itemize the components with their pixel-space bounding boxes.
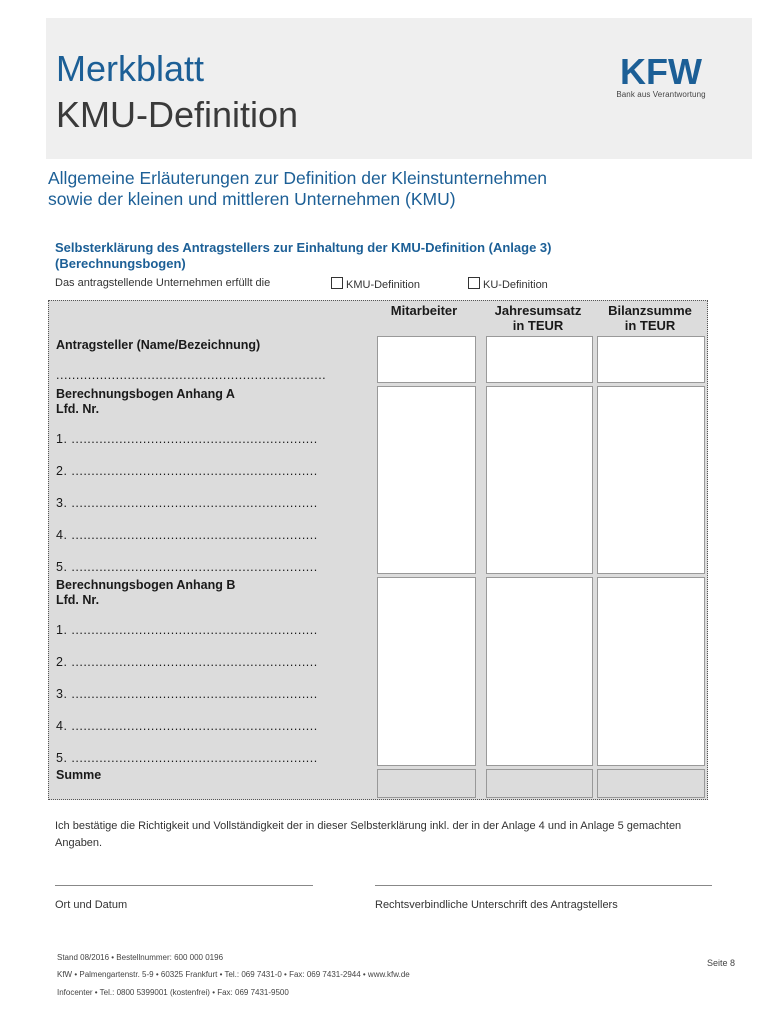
anhang-a-row-1[interactable]: 1. .............................................................. xyxy=(56,432,318,446)
document-subtitle: Allgemeine Erläuterungen zur Definition der Kleinstunternehmen sowie der kleinen und mittleren Unternehmen (KMU) xyxy=(48,168,548,209)
signature-label: Rechtsverbindliche Unterschrift des Antragstellers xyxy=(375,899,618,911)
cell-anhang-a-mitarbeiter[interactable] xyxy=(377,386,476,574)
cell-anhang-b-mitarbeiter[interactable] xyxy=(377,577,476,766)
cell-applicant-mitarbeiter[interactable] xyxy=(377,336,476,383)
anhang-b-row-1[interactable]: 1. .............................................................. xyxy=(56,623,318,637)
footer-line-1: Stand 08/2016 • Bestellnummer: 600 000 0196 xyxy=(57,953,224,962)
sum-label: Summe xyxy=(56,768,102,782)
anhang-b-row-2[interactable]: 2. .............................................................. xyxy=(56,655,318,669)
anhang-a-row-5[interactable]: 5. .............................................................. xyxy=(56,560,318,574)
footer-line-3: Infocenter • Tel.: 0800 5399001 (kostenfrei) • Fax: 069 7431-9500 xyxy=(57,988,289,997)
kfw-logo-icon xyxy=(612,54,710,88)
col-header-mitarbeiter: Mitarbeiter xyxy=(390,303,458,318)
col-header-bilanz-line2: in TEUR xyxy=(624,318,676,333)
applicant-name-line[interactable]: .................................................................... xyxy=(56,368,327,382)
header-band xyxy=(46,18,752,159)
anhang-a-row-3[interactable]: 3. .............................................................. xyxy=(56,496,318,510)
logo-tagline: Bank aus Verantwortung xyxy=(616,90,706,99)
applicant-label: Antragsteller (Name/Bezeichnung) xyxy=(56,338,261,352)
page-number: Seite 8 xyxy=(706,958,735,968)
cell-anhang-a-bilanz[interactable] xyxy=(597,386,705,574)
footer-line-2: KfW • Palmengartenstr. 5-9 • 60325 Frankfurt • Tel.: 069 7431-0 • Fax: 069 7431-2944 • www.kfw.de xyxy=(57,970,410,979)
anhang-b-label: Berechnungsbogen Anhang B xyxy=(56,578,236,592)
anhang-b-lfd-nr: Lfd. Nr. xyxy=(56,593,100,607)
kmu-checkbox[interactable] xyxy=(331,277,343,289)
cell-sum-mitarbeiter[interactable] xyxy=(377,769,476,798)
anhang-a-lfd-nr: Lfd. Nr. xyxy=(56,402,100,416)
anhang-a-row-2[interactable]: 2. .............................................................. xyxy=(56,464,318,478)
col-header-umsatz-line1: Jahresumsatz xyxy=(494,303,582,318)
anhang-a-row-4[interactable]: 4. .............................................................. xyxy=(56,528,318,542)
cell-anhang-a-umsatz[interactable] xyxy=(486,386,593,574)
cell-applicant-umsatz[interactable] xyxy=(486,336,593,383)
place-date-label: Ort und Datum xyxy=(55,899,128,911)
anhang-b-row-5[interactable]: 5. .............................................................. xyxy=(56,751,318,765)
cell-anhang-b-bilanz[interactable] xyxy=(597,577,705,766)
ku-checkbox[interactable] xyxy=(468,277,480,289)
title-merkblatt: Merkblatt xyxy=(56,48,205,89)
option-kmu[interactable] xyxy=(331,277,420,291)
anhang-a-label: Berechnungsbogen Anhang A xyxy=(56,387,235,401)
title-kmu-definition: KMU-Definition xyxy=(56,94,299,135)
anhang-b-row-3[interactable]: 3. .............................................................. xyxy=(56,687,318,701)
option-ku[interactable] xyxy=(468,277,548,291)
ku-option-label: KU-Definition xyxy=(483,279,548,291)
confirmation-text: Ich bestätige die Richtigkeit und Vollständigkeit der in dieser Selbsterklärung inkl. der in der Anlage 4 und in Anlage 5 gemachten Angaben. xyxy=(55,820,682,849)
section-heading: Selbsterklärung des Antragstellers zur Einhaltung der KMU-Definition (Anlage 3) (Berechnungsbogen) xyxy=(55,240,552,271)
fulfills-label: Das antragstellende Unternehmen erfüllt die xyxy=(55,277,271,289)
cell-anhang-b-umsatz[interactable] xyxy=(486,577,593,766)
kfw-logo xyxy=(612,54,710,99)
cell-sum-bilanz[interactable] xyxy=(597,769,705,798)
kfw-logo-text: KFW xyxy=(620,54,702,88)
col-header-umsatz-line2: in TEUR xyxy=(512,318,564,333)
kmu-option-label: KMU-Definition xyxy=(346,279,420,291)
cell-sum-umsatz[interactable] xyxy=(486,769,593,798)
col-header-bilanz xyxy=(596,303,704,333)
signature-line[interactable] xyxy=(375,885,712,886)
cell-applicant-bilanz[interactable] xyxy=(597,336,705,383)
col-header-bilanz-line1: Bilanzsumme xyxy=(608,303,692,318)
col-header-umsatz xyxy=(484,303,592,333)
anhang-b-row-4[interactable]: 4. .............................................................. xyxy=(56,719,318,733)
place-date-line[interactable] xyxy=(55,885,313,886)
